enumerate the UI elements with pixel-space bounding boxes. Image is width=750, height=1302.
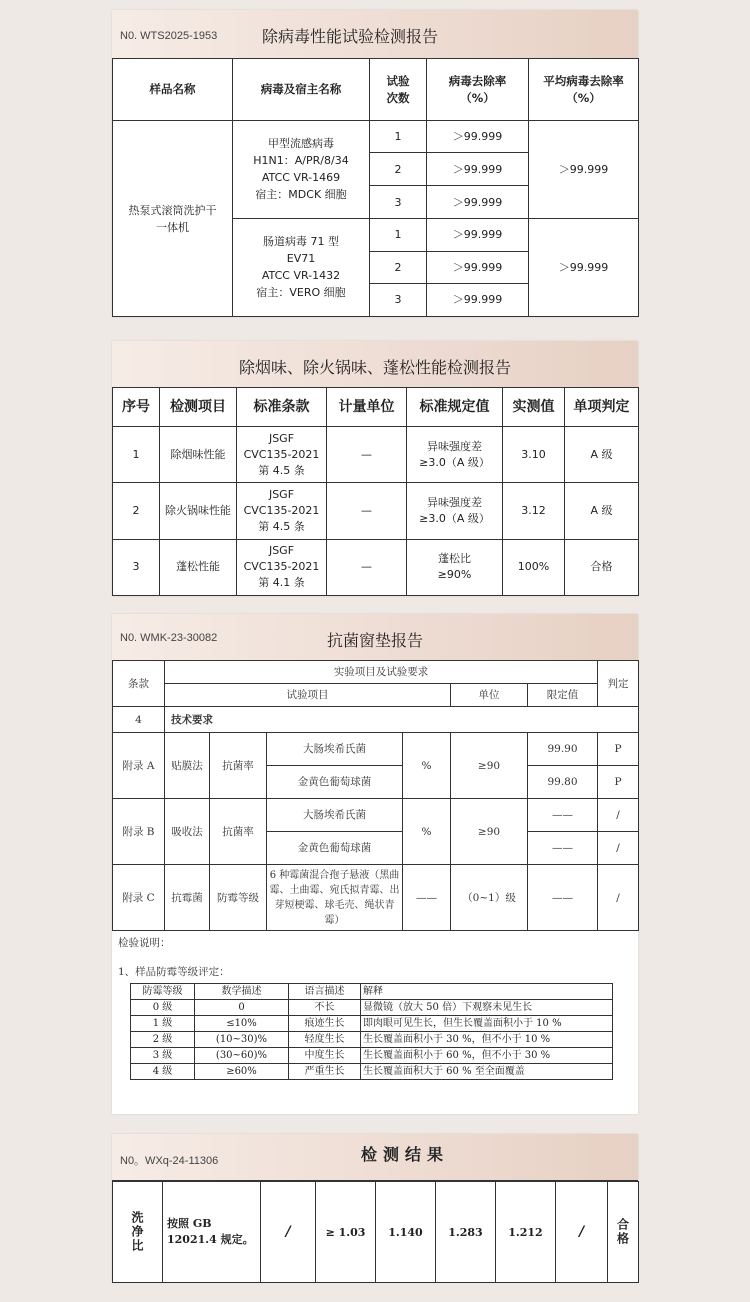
col-virus: 病毒及宿主名称 [233, 59, 370, 121]
value-cell: 1.283 [436, 1182, 496, 1283]
avg-rate: ＞99.999 [529, 218, 639, 316]
trial-no: 1 [370, 121, 427, 153]
mold-grade-table: 防霉等级 数学描述 语言描述 解释 0 级 0 不长 显微镜（放大 50 倍）下观察未见生长 1 级 ≤10% 痕迹生长 即肉眼可见生长，但生长覆盖面积小于 10 % 2 级 (10~30)% 轻度生长 生长覆盖面积小于 30 %，但不小于 10 % 3 级 (30~60)% 中度生长 生长覆盖面积小于 60 %，但不小于 30 % 4 级 ≥60% 严重生长 生长覆盖面积大于 60 % 至全面覆盖 [130, 983, 613, 1080]
report-header [112, 10, 638, 58]
trial-no: 3 [370, 186, 427, 218]
virus-name: 甲型流感病毒 H1N1：A/PR/8/34 ATCC VR-1469 宿主：MDCK 细胞 [233, 121, 370, 218]
judge-cell: 合格 [608, 1182, 639, 1283]
report-header [112, 341, 638, 387]
odor-table [112, 387, 639, 596]
antibacterial-table: 条款 实验项目及试验要求 判定 试验项目 单位 限定值 4 技术要求 附录 A 贴膜法 抗菌率 大肠埃希氏菌 % ≥90 99.90 P 金黄色葡萄球菌 99.80 P 附录 B 吸收法 抗菌率 大肠埃希氏菌 % ≥90 —— / 金黄色葡萄球菌 —— / 附录 C 抗霉菌 防霉等级 6 种霉菌混合孢子悬液（黑曲霉、土曲霉、宛氏拟青霉、出芽短梗霉、球毛壳、绳状青霉） —— （0~1）级 —— / [112, 660, 639, 931]
removal-rate: ＞99.999 [427, 283, 529, 316]
report-number: N0. WTS2025-1953 [120, 30, 218, 42]
table-row: 1 级 ≤10% 痕迹生长 即肉眼可见生长，但生长覆盖面积小于 10 % [131, 1016, 613, 1032]
value-cell: 1.140 [376, 1182, 436, 1283]
avg-rate: ＞99.999 [529, 121, 639, 218]
table-row: 2 级 (10~30)% 轻度生长 生长覆盖面积小于 30 %，但不小于 10 % [131, 1032, 613, 1048]
slash-cell: / [261, 1182, 316, 1283]
report-title: 抗菌窗垫报告 [326, 631, 423, 650]
col-avg: 平均病毒去除率 （%） [529, 59, 639, 121]
table-row: 2 除火锅味性能 JSGF CVC135-2021 第 4.5 条 — 异味强度差 ≥3.0（A 级） 3.12 A 级 [113, 483, 639, 539]
virus-report-card [112, 10, 638, 317]
col-times: 试验 次数 [370, 59, 427, 121]
method-cell: 按照 GB 12021.4 规定。 [163, 1182, 261, 1283]
col-removal: 病毒去除率 （%） [427, 59, 529, 121]
col-value: 实测值 [503, 388, 565, 427]
table-row: 0 级 0 不长 显微镜（放大 50 倍）下观察未见生长 [131, 1000, 613, 1016]
table-row: 3 级 (30~60)% 中度生长 生长覆盖面积小于 60 %，但不小于 30 % [131, 1048, 613, 1064]
report-header [112, 1134, 638, 1180]
trial-no: 2 [370, 251, 427, 283]
sample-name: 热泵式滚筒洗护干一体机 [113, 121, 233, 317]
report-number: N0。WXq-24-11306 [120, 1155, 219, 1167]
col-judge: 单项判定 [565, 388, 639, 427]
washing-report-card [112, 1134, 638, 1282]
item-cell: 洗净比 [113, 1182, 163, 1283]
value-cell: 1.212 [496, 1182, 556, 1283]
col-no: 序号 [113, 388, 160, 427]
result-body [112, 1180, 638, 1283]
virus-table [112, 58, 639, 317]
trial-no: 2 [370, 153, 427, 186]
report-number: N0. WMK-23-30082 [120, 632, 218, 644]
odor-report-card [112, 341, 638, 596]
removal-rate: ＞99.999 [427, 251, 529, 283]
col-clause: 标准条款 [237, 388, 327, 427]
removal-rate: ＞99.999 [427, 121, 529, 153]
notes-subtitle: 1、样品防霉等级评定： [118, 966, 230, 978]
removal-rate: ＞99.999 [427, 186, 529, 218]
removal-rate: ＞99.999 [427, 153, 529, 186]
report-title: 检测结果 [360, 1145, 449, 1164]
trial-no: 3 [370, 283, 427, 316]
report-title: 除病毒性能试验检测报告 [262, 27, 439, 46]
table-row: 4 级 ≥60% 严重生长 生长覆盖面积大于 60 % 至全面覆盖 [131, 1064, 613, 1080]
washing-result-table [112, 1181, 639, 1283]
removal-rate: ＞99.999 [427, 218, 529, 251]
antibacterial-report-card [112, 614, 638, 1114]
virus-name: 肠道病毒 71 型 EV71 ATCC VR-1432 宿主：VERO 细胞 [233, 218, 370, 316]
trial-no: 1 [370, 218, 427, 251]
slash-cell: / [556, 1182, 608, 1283]
col-sample: 样品名称 [113, 59, 233, 121]
notes-title: 检验说明： [118, 937, 171, 949]
test-notes [112, 931, 638, 983]
table-row: 3 蓬松性能 JSGF CVC135-2021 第 4.1 条 — 蓬松比 ≥90% 100% 合格 [113, 539, 639, 595]
table-row: 1 除烟味性能 JSGF CVC135-2021 第 4.5 条 — 异味强度差 ≥3.0（A 级） 3.10 A 级 [113, 427, 639, 483]
report-title: 除烟味、除火锅味、蓬松性能检测报告 [238, 358, 511, 377]
limit-cell: ≥ 1.03 [316, 1182, 376, 1283]
report-header [112, 614, 638, 660]
col-std: 标准规定值 [407, 388, 503, 427]
col-item: 检测项目 [160, 388, 237, 427]
col-unit: 计量单位 [327, 388, 407, 427]
